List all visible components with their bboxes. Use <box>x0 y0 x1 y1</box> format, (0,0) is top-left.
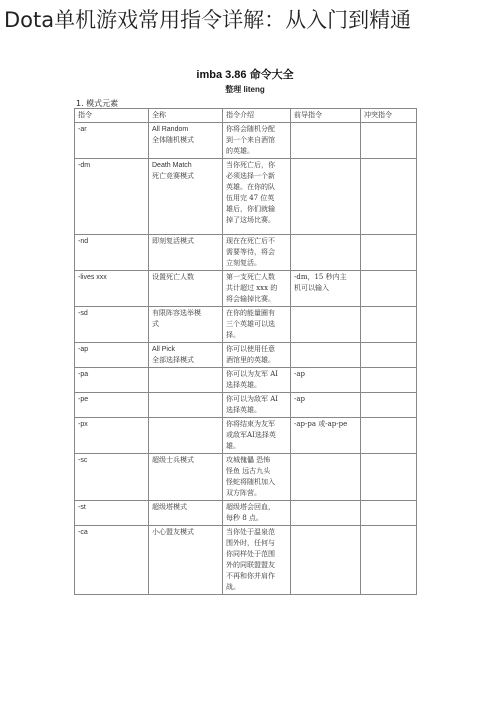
cell-command: -dm <box>75 159 149 235</box>
cell-prerequisite <box>291 454 361 501</box>
cell-conflict <box>361 271 417 307</box>
cell-full-name <box>149 271 223 307</box>
cell-command: -ca <box>75 526 149 595</box>
cell-description-line: 三个英雄可以选 <box>226 320 275 328</box>
cell-prerequisite <box>291 123 361 159</box>
command-table <box>74 108 417 595</box>
cell-description-line: 雄。 <box>226 442 240 450</box>
cell-prerequisite <box>291 418 361 454</box>
cell-description-line: 掉了这场比赛。 <box>226 216 275 224</box>
cell-full-name-line: 设置死亡人数 <box>152 273 194 281</box>
cell-description <box>223 393 291 418</box>
cell-full-name-line: Death Match <box>152 162 192 169</box>
table-row <box>75 343 417 368</box>
cell-full-name-line: All Pick <box>152 346 175 353</box>
cell-conflict <box>361 307 417 343</box>
table-row <box>75 271 417 307</box>
column-header-conflict: 冲突指令 <box>361 109 417 123</box>
cell-conflict <box>361 501 417 526</box>
cell-conflict <box>361 454 417 501</box>
cell-description <box>223 418 291 454</box>
cell-description-line: 立刻复活。 <box>226 259 261 267</box>
cell-prerequisite <box>291 307 361 343</box>
cell-description-line: 你将结束为友军 <box>226 420 275 428</box>
cell-command: -sd <box>75 307 149 343</box>
cell-full-name <box>149 343 223 368</box>
cell-full-name <box>149 123 223 159</box>
cell-command: -pe <box>75 393 149 418</box>
cell-description-line: 你可以使用任意 <box>226 345 275 353</box>
cell-command: -ar <box>75 123 149 159</box>
table-row <box>75 501 417 526</box>
cell-prerequisite-line: 机可以输入 <box>294 284 329 292</box>
cell-description-line: 你同样处于范围 <box>226 550 275 558</box>
cell-full-name-line: 全部选择模式 <box>152 356 194 364</box>
cell-description-line: 选择英雄。 <box>226 381 261 389</box>
cell-description-line: 第一支死亡人数 <box>226 273 275 281</box>
cell-full-name-line: 死亡竞赛模式 <box>152 172 194 180</box>
cell-command: -px <box>75 418 149 454</box>
cell-description-line: 战。 <box>226 583 240 591</box>
cell-description <box>223 123 291 159</box>
cell-prerequisite-line: -ap-pa 或-ap-pe <box>294 420 348 428</box>
cell-full-name-line: 有限阵容选举模 <box>152 309 201 317</box>
cell-description-line: 选择英雄。 <box>226 406 261 414</box>
table-row <box>75 123 417 159</box>
cell-description <box>223 501 291 526</box>
cell-description-line: 不再和你并肩作 <box>226 572 275 580</box>
cell-description-line: 怪蛇将随机加入 <box>226 478 275 486</box>
cell-full-name <box>149 159 223 235</box>
cell-description-line: 酒馆里的英雄。 <box>226 356 275 364</box>
cell-description-line: 雄后，你们就输 <box>226 205 275 213</box>
cell-description <box>223 368 291 393</box>
cell-conflict <box>361 526 417 595</box>
cell-description-line: 的英雄。 <box>226 147 254 155</box>
document-page <box>70 60 420 707</box>
cell-conflict <box>361 418 417 454</box>
cell-prerequisite <box>291 159 361 235</box>
cell-conflict <box>361 123 417 159</box>
cell-description <box>223 343 291 368</box>
cell-description-line: 现在在死亡后不 <box>226 237 275 245</box>
cell-conflict <box>361 393 417 418</box>
cell-command: -lives xxx <box>75 271 149 307</box>
cell-description-line: 需要等待，将会 <box>226 248 275 256</box>
cell-conflict <box>361 235 417 271</box>
cell-prerequisite <box>291 368 361 393</box>
cell-description-line: 将会输掉比赛。 <box>226 295 275 303</box>
table-row <box>75 159 417 235</box>
cell-command: -sc <box>75 454 149 501</box>
cell-full-name <box>149 368 223 393</box>
cell-description <box>223 454 291 501</box>
cell-description-line: 英雄。在你的队 <box>226 183 275 191</box>
cell-prerequisite <box>291 235 361 271</box>
cell-description-line: 必须选择一个新 <box>226 172 275 180</box>
cell-description-line: 当你死亡后，你 <box>226 161 275 169</box>
cell-conflict <box>361 368 417 393</box>
cell-description-line: 怪鱼 远古九头 <box>226 467 271 475</box>
cell-description-line: 你可以为敌军 AI <box>226 395 279 403</box>
cell-description-line: 你将会随机分配 <box>226 125 275 133</box>
table-row <box>75 235 417 271</box>
cell-description-line: 择。 <box>226 331 240 339</box>
document-title: imba 3.86 命令大全 <box>196 69 294 81</box>
column-header-full-name: 全称 <box>149 109 223 123</box>
cell-description-line: 双方阵营。 <box>226 489 261 497</box>
cell-prerequisite <box>291 393 361 418</box>
cell-description <box>223 159 291 235</box>
cell-full-name <box>149 526 223 595</box>
page-title: Dota单机游戏常用指令详解：从入门到精通 <box>4 8 412 32</box>
cell-full-name-line: 式 <box>152 320 159 328</box>
cell-command: -ap <box>75 343 149 368</box>
cell-description-line: 当你处于温泉范 <box>226 528 275 536</box>
cell-description-line: 超级塔会回血， <box>226 503 275 511</box>
cell-full-name-line: 超级士兵模式 <box>152 456 194 464</box>
cell-description-line: 围外时，任何与 <box>226 539 275 547</box>
cell-description <box>223 307 291 343</box>
cell-description <box>223 271 291 307</box>
cell-prerequisite-line: -ap <box>294 370 306 378</box>
cell-full-name-line: 超级塔模式 <box>152 503 187 511</box>
cell-prerequisite-line: -ap <box>294 395 306 403</box>
cell-description-line: 攻城傀儡 恐怖 <box>226 456 271 464</box>
table-row <box>75 418 417 454</box>
section-heading: 1. 模式元素 <box>76 99 119 108</box>
cell-description-line: 伍用完 47 位英 <box>226 194 275 202</box>
table-row <box>75 526 417 595</box>
cell-description <box>223 526 291 595</box>
table-row <box>75 454 417 501</box>
cell-full-name-line: 全体随机模式 <box>152 136 194 144</box>
table-header-row <box>75 109 417 123</box>
table-body <box>75 123 417 595</box>
column-header-command: 指令 <box>75 109 149 123</box>
cell-full-name <box>149 393 223 418</box>
cell-prerequisite <box>291 501 361 526</box>
cell-description <box>223 235 291 271</box>
cell-full-name-line: All Random <box>152 126 189 133</box>
cell-full-name <box>149 454 223 501</box>
cell-full-name-line: 小心盟友模式 <box>152 528 194 536</box>
cell-full-name <box>149 235 223 271</box>
cell-full-name-line: 即刻复活模式 <box>152 237 194 245</box>
cell-description-line: 每秒 8 点。 <box>226 514 263 522</box>
table-row <box>75 393 417 418</box>
cell-full-name <box>149 307 223 343</box>
cell-prerequisite-line: -dm，15 秒内主 <box>294 273 347 281</box>
table-row <box>75 307 417 343</box>
table-row <box>75 368 417 393</box>
cell-command: -pa <box>75 368 149 393</box>
document-author: 整理 liteng <box>225 85 265 94</box>
cell-command: -st <box>75 501 149 526</box>
cell-conflict <box>361 159 417 235</box>
cell-command: -nd <box>75 235 149 271</box>
cell-full-name <box>149 501 223 526</box>
cell-description-line: 在你的能量圈有 <box>226 309 275 317</box>
cell-conflict <box>361 343 417 368</box>
cell-full-name <box>149 418 223 454</box>
cell-description-line: 你可以为友军 AI <box>226 370 279 378</box>
column-header-description: 指令介绍 <box>223 109 291 123</box>
column-header-prerequisite: 前导指令 <box>291 109 361 123</box>
cell-prerequisite <box>291 271 361 307</box>
cell-description-line: 到一个来自酒馆 <box>226 136 275 144</box>
cell-prerequisite <box>291 343 361 368</box>
cell-description-line: 外的同联盟盟友 <box>226 561 275 569</box>
cell-description-line: 共计超过 xxx 的 <box>226 284 278 292</box>
cell-description-line: 或敌军AI选择英 <box>226 431 276 439</box>
cell-prerequisite <box>291 526 361 595</box>
